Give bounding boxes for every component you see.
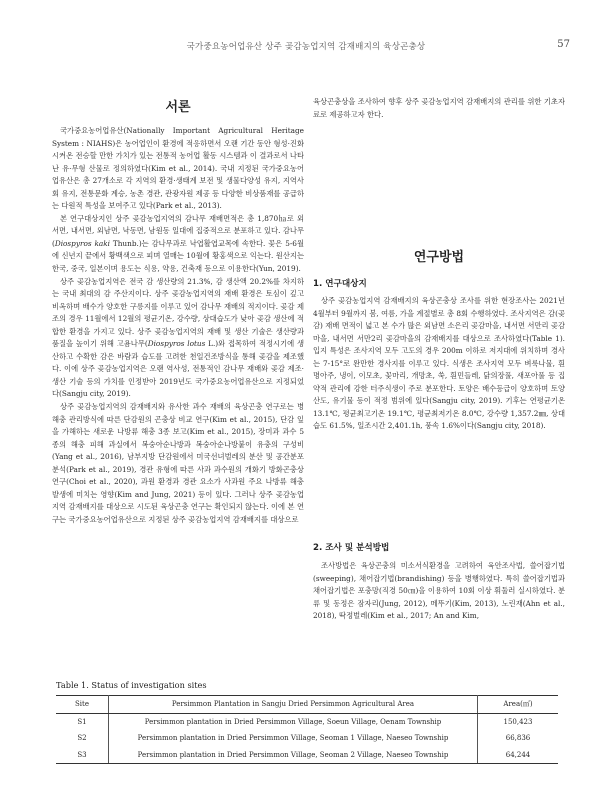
survey-method-paragraph: 조사방법은 육상곤충의 미소서식환경을 고려하여 육안조사법, 쓸어잡기법(sweeping), 채어잡기법(brandishing) 등을 병행하였다. 특히 쓸어잡기법과 채어잡기법은 포충망(직경 50㎝)을 이용하여 10회 이상 휘둘러 실시하였다. 분류 및 동정은 잠자리(Jung, 2012), 메뚜기(Kim, 2013), 노린재(Ahn et al., 2018), 딱정벌레(Kim et al., 2017; An and Kim, <box>313 561 565 621</box>
intro-paragraph-3: 상주 곶감농업지역은 전국 감 생산량의 21.3%, 감 생산액 20.2%를 차지하는 국내 최대의 감 주산지이다. 상주 곶감농업지역의 재배 환경은 토심이 깊고 비옥하며 배수가 양호한 구릉지를 이루고 있어 감나무 재배의 적지이다. 곶감 제조의 경우 11월에서 12월의 평균기온, 강수량, 상대습도가 낮아 곶감 생산에 적합한 환경을 가지고 있다. 상주 곶감농업지역의 재배 및 생산 기술은 생산량과 품질을 높이기 위해 고욤나무(Diospyros lotus L.)와 접목하여 적정시기에 생산하고 수확한 감은 바람과 습도를 고려한 천일건조방식을 통해 곶감을 제조했다. 이에 상주 곶감농업지역은 오랜 역사성, 전통적인 감나무 재배와 곶감 제조·생산 기술 등의 가치를 인정받아 2019년도 국가중요농어업유산으로 지정되었다(Sangju city, 2019). <box>52 276 305 399</box>
table-row <box>56 730 558 747</box>
cell-site: S2 <box>56 730 109 747</box>
running-header <box>0 40 612 54</box>
study-area-text <box>313 295 565 433</box>
running-title: 국가중요농어업유산 상주 곶감농업지역 감재배지의 육상곤충상 <box>186 42 426 52</box>
cell-site: S3 <box>56 747 109 764</box>
cell-area: 66,836 <box>505 734 531 743</box>
intro-paragraph-4-continued: 육상곤충상을 조사하여 향후 상주 곶감농업지역 감재배지의 관리를 위한 기초자료로 제공하고자 한다. <box>313 97 565 119</box>
table-caption: Table 1. Status of investigation sites <box>56 680 207 690</box>
intro-paragraph-1: 국가중요농어업유산(Nationally Important Agricultural Heritage System : NIAHS)은 농어업인이 환경에 적응하면서 오랜 기간 동안 형성·진화시켜온 전승할 만한 가치가 있는 전통적 농어업 활동 시스템과 이 결과로서 나타난 유·무형 산물로 정의하였다(Kim et al., 2014). 국내 지정된 국가중요농어업유산은 총 27개소로 각 지역의 환경·생태계 보전 및 생물다양성 유지, 지역사회 유지, 전통문화 계승, 농촌 경관, 관광자원 제공 등 다양한 비상품재를 공급하는 다원적 특성을 보여주고 있다(Park et al., 2013). <box>52 126 304 211</box>
page-number: 57 <box>557 39 570 50</box>
species-name: Diospyros kaki <box>54 238 110 248</box>
header-description: Persimmon Plantation in Sangju Dried Persimmon Agricultural Area <box>109 696 478 714</box>
table-row <box>56 713 558 730</box>
cell-description: Persimmon plantation in Dried Persimmon Village, Seoman 1 Village, Naeseo Township <box>109 730 478 747</box>
introduction-heading: 서론 <box>165 100 191 115</box>
cell-area: 150,423 <box>503 717 533 726</box>
left-column <box>52 125 304 526</box>
cell-description: Persimmon plantation in Dried Persimmon Village, Seoman 2 Village, Naeseo Township <box>109 747 478 764</box>
study-area-subheading: 1. 연구대상지 <box>313 279 367 289</box>
species-name: Diospyros lotus <box>147 339 206 349</box>
header-area: Area(㎡) <box>478 696 559 714</box>
survey-method-text <box>313 560 565 623</box>
cell-area: 64,244 <box>478 747 559 764</box>
methods-heading: 연구방법 <box>413 250 465 265</box>
intro-paragraph-4: 상주 곶감농업지역의 감재배지와 유사한 과수 재배의 육상곤충 연구로는 병해충 관리방식에 따른 단감원의 곤충상 비교 연구(Kim et al., 2015), 단감 잎을 가해하는 새로운 나방류 해충 3종 보고(Kim et al., 2015), 장미과 과수 5종의 해충 피해 과실에서 복숭아순나방과 복숭아순나방붙이 유충의 구성비(Yang et al., 2016), 남부지방 단감원에서 미국선녀벌레의 분산 및 공간분포 분석(Park et al., 2019), 경관 유형에 따른 사과 과수원의 개화기 방화곤충상 연구(Choi et al., 2020), 과원 환경과 경관 요소가 사과원 주요 나방류 해충 발생에 미치는 영향(Kim and Jung, 2021) 등이 있다. 그러나 상주 곶감농업지역 감재배지를 대상으로 시도된 육상곤충 연구는 확인되지 않는다. 이에 본 연구는 국가중요농어업유산으로 지정된 상주 곶감농업지역 감재배지를 대상으로 <box>52 402 304 524</box>
survey-method-subheading: 2. 조사 및 분석방법 <box>313 543 390 553</box>
sites-table <box>56 695 558 764</box>
table-row <box>56 747 558 764</box>
header-site: Site <box>56 696 109 714</box>
study-area-paragraph: 상주 곶감농업지역 감재배지의 육상곤충상 조사를 위한 현장조사는 2021년 4월부터 9월까지 봄, 여름, 가을 계절별로 총 8회 수행하였다. 조사지역은 감(곶감) 재배 면적이 넓고 본 수가 많은 외남면 소은리 곶감마을, 내서면 서만리 곶감마을, 내서면 서만2리 곶감마을의 감재배지를 대상으로 조사하였다(Table 1). 입지 특성은 조사지역 모두 고도의 경우 200m 이하로 저지대에 위치하며 경사는 7-15°로 완만한 경사지를 이루고 있다. 식생은 조사지역 모두 벼룩나물, 흰명아주, 냉이, 이모초, 꽃마리, 개망초, 쑥, 흰민들레, 닭의장풀, 새포아풀 등 집약적 관리에 강한 터주식생이 주로 분포한다. 토양은 배수등급이 양호하며 토양산도, 유기물 등이 적정 범위에 있다(Sangju city, 2019). 기후는 연평균기온 13.1℃, 평균최고기온 19.1℃, 평균최저기온 8.0℃, 강수량 1,357.2㎜, 상대습도 61.5%, 일조시간 2,401.1h, 풍속 1.6%이다(Sangju city, 2018). <box>313 296 565 431</box>
right-column-intro-continued <box>313 96 565 190</box>
table-header-row <box>56 696 558 714</box>
intro-paragraph-2: 본 연구대상지인 상주 곶감농업지역의 감나무 재배면적은 총 1,870㏊로 외서면, 내서면, 외남면, 낙동면, 남원동 일대에 집중적으로 분포하고 있다. 감나무(Diospyros kaki Thunb.)는 감나무과로 낙엽활엽교목에 속한다. 꽃은 5-6월에 신년지 끝에서 황백색으로 피며 열매는 10월에 황홍색으로 익는다. 원산지는 한국, 중국, 일본이며 용도는 식용, 약용, 건축재 등으로 이용한다(Yun, 2019). <box>52 213 304 274</box>
cell-description: Persimmon plantation in Dried Persimmon Village, Soeun Village, Oenam Township <box>109 713 478 730</box>
cell-site: S1 <box>56 713 109 730</box>
